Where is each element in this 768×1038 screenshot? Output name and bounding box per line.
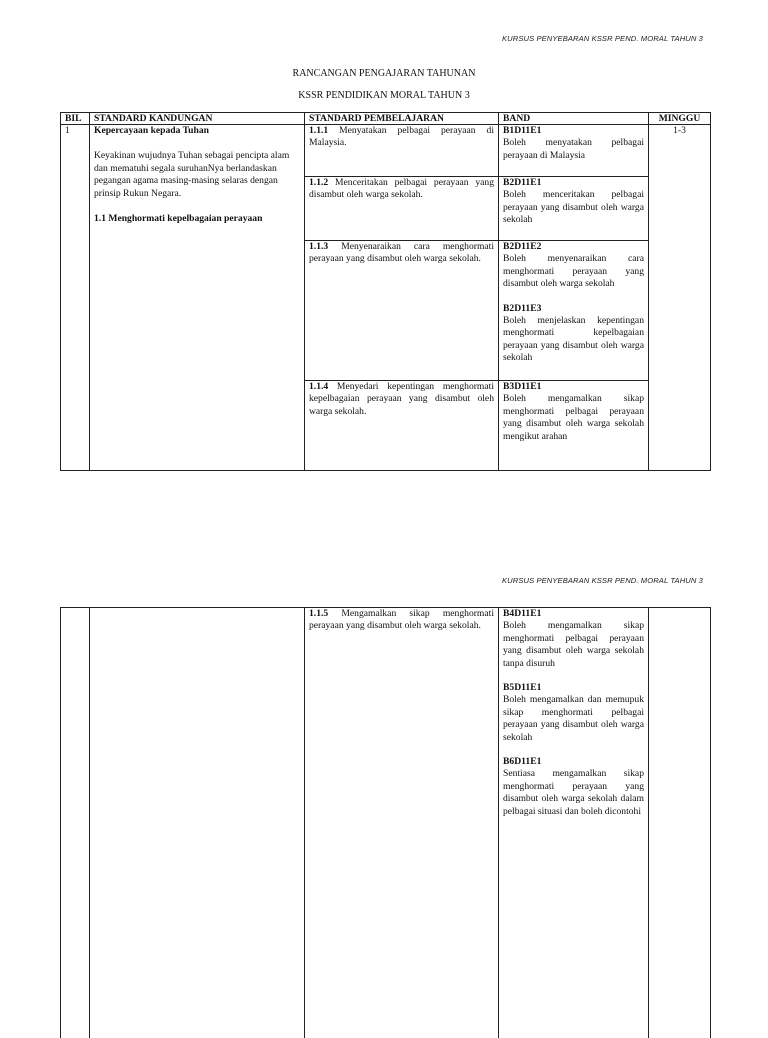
- sp-cell: 1.1.1 Menyatakan pelbagai perayaan di Malaysia.: [305, 125, 499, 177]
- table-header-row: [61, 113, 711, 125]
- band-cell: B2D11E2 Boleh menyenaraikan cara menghormati perayaan yang disambut oleh warga sekolah B2D11E3 Boleh menjelaskan kepentingan menghormati kepelbagaian perayaan yang disambut oleh warga sekolah: [499, 241, 649, 381]
- rpt-table-continued: [60, 607, 711, 1038]
- standard-kandungan-cell: [90, 608, 305, 1038]
- band-cell: B2D11E1 Boleh menceritakan pelbagai perayaan yang disambut oleh warga sekolah: [499, 177, 649, 241]
- table-row: [61, 608, 711, 1038]
- band-cell: B4D11E1 Boleh mengamalkan sikap menghormati pelbagai perayaan yang disambut oleh warga sekolah tanpa disuruh B5D11E1 Boleh mengamalkan dan memupuk sikap menghormati pelbagai perayaan yang disambut oleh warga sekolah B6D11E1 Sentiasa mengamalkan sikap menghormati perayaan yang disambut oleh warga sekolah dalam pelbagai situasi dan boleh dicontohi: [499, 608, 649, 1038]
- rpt-table: [60, 112, 711, 471]
- sp-cell: 1.1.4 Menyedari kepentingan menghormati kepelbagaian perayaan yang disambut oleh warga sekolah.: [305, 381, 499, 471]
- sp-cell: 1.1.2 Menceritakan pelbagai perayaan yang disambut oleh warga sekolah.: [305, 177, 499, 241]
- col-header-minggu: MINGGU: [649, 113, 711, 125]
- sp-cell: 1.1.5 Mengamalkan sikap menghormati perayaan yang disambut oleh warga sekolah.: [305, 608, 499, 1038]
- minggu-cell: [649, 608, 711, 1038]
- col-header-band: BAND: [499, 113, 649, 125]
- running-header: KURSUS PENYEBARAN KSSR PEND. MORAL TAHUN 3: [502, 34, 703, 43]
- band-cell: B3D11E1 Boleh mengamalkan sikap menghormati pelbagai perayaan yang disambut oleh warga sekolah mengikut arahan: [499, 381, 649, 471]
- col-header-bil: BIL: [61, 113, 90, 125]
- sp-cell: 1.1.3 Menyenaraikan cara menghormati perayaan yang disambut oleh warga sekolah.: [305, 241, 499, 381]
- table-row: [61, 125, 711, 177]
- sk-body: Keyakinan wujudnya Tuhan sebagai pencipta alam dan mematuhi segala suruhanNya berlandaskan pegangan agama masing-masing selaras dengan prinsip Rukun Negara.: [94, 150, 290, 199]
- sk-heading: Kepercayaan kepada Tuhan: [94, 125, 209, 136]
- band-cell: B1D11E1 Boleh menyatakan pelbagai perayaan di Malaysia: [499, 125, 649, 177]
- standard-kandungan-cell: [90, 125, 305, 471]
- minggu-cell: 1-3: [649, 125, 711, 471]
- sk-subheading: 1.1 Menghormati kepelbagaian perayaan: [94, 213, 263, 225]
- bil-cell: [61, 608, 90, 1038]
- bil-cell: 1: [61, 125, 90, 471]
- col-header-sp: STANDARD PEMBELAJARAN: [305, 113, 499, 125]
- document-title: RANCANGAN PENGAJARAN TAHUNAN: [292, 68, 476, 79]
- col-header-sk: STANDARD KANDUNGAN: [90, 113, 305, 125]
- running-header: KURSUS PENYEBARAN KSSR PEND. MORAL TAHUN 3: [502, 576, 703, 585]
- document-subtitle: KSSR PENDIDIKAN MORAL TAHUN 3: [298, 90, 470, 101]
